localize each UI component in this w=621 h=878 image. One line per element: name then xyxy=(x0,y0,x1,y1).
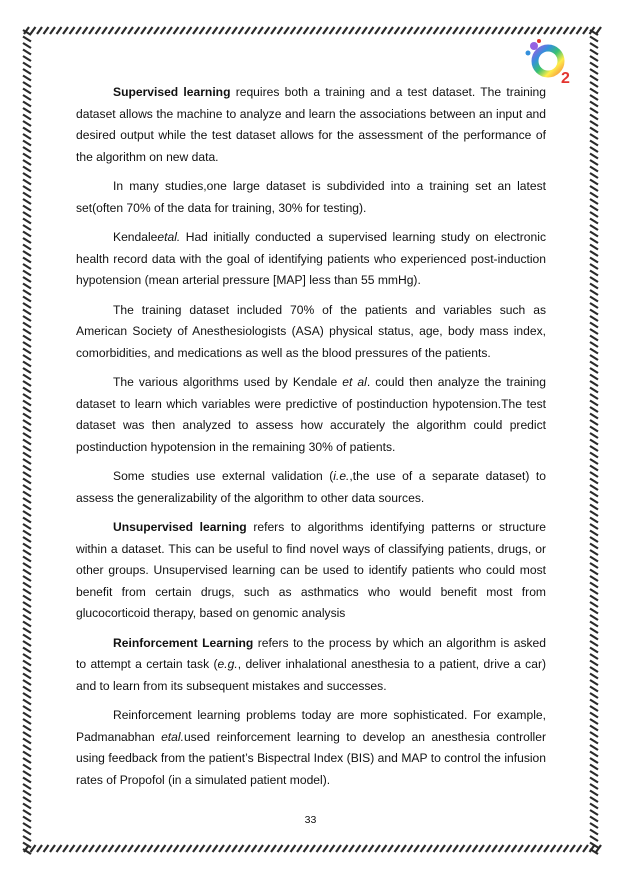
paragraph-text: Kendale xyxy=(113,230,158,244)
o2-logo-icon xyxy=(524,38,578,88)
paragraph-text: In many studies,one large dataset is subdivided into a training set an latest set(often 70% of the data for training, 30% for testing). xyxy=(76,179,546,215)
paragraph-text: used reinforcement learning to develop an anesthesia controller using feedback from the patient’s Bispectral Index (BIS) and MAP to control the infusion rates of Propofol (in a simulated patient model). xyxy=(76,729,546,787)
italic-text: etal. xyxy=(157,230,181,244)
paragraph-text: Reinforcement learning problems today are more sophisticated. For example, Padmanabhan xyxy=(76,708,546,744)
page-number: 33 xyxy=(304,814,317,826)
paragraph xyxy=(76,517,546,625)
term-heading: Reinforcement Learning xyxy=(113,635,254,650)
italic-text: i.e. xyxy=(333,469,350,483)
paragraph xyxy=(76,372,546,458)
paragraph xyxy=(76,633,546,698)
paragraph xyxy=(76,300,546,365)
paragraph xyxy=(76,705,546,791)
paragraph-text: Some studies use external validation ( xyxy=(113,469,334,483)
svg-text:2: 2 xyxy=(561,70,570,87)
term-heading: Unsupervised learning xyxy=(113,520,247,534)
paragraph-text: requires both a training and a test dataset. The training dataset allows the machine to analyze and learn the associations between an input and desired output while the test dataset allows for the assessment of the performance of the algorithm on new data. xyxy=(76,85,546,164)
paragraph-text: The training dataset included 70% of the patients and variables such as American Society of Anesthesiologists (ASA) physical status, age, body mass index, comorbidities, and medications as well as the blood pressures of the patients. xyxy=(76,302,546,360)
paragraph-text: , deliver inhalational anesthesia to a patient, drive a car) and to learn from its subsequent mistakes and successes. xyxy=(76,657,547,693)
document-body xyxy=(76,82,546,799)
italic-text: etal. xyxy=(161,729,184,744)
paragraph-text: refers to algorithms identifying patterns or structure within a dataset. This can be useful to find novel ways of classifying patients, drugs, or other groups. Unsupervised learning can be used to identify patients who could most benefit from certain drugs, such as asthmatics who would benefit most from glucocorticoid therapy, based on genomic analysis xyxy=(76,520,546,620)
paragraph xyxy=(76,466,546,509)
paragraph xyxy=(76,176,546,219)
italic-text: et al xyxy=(342,375,367,389)
italic-text: e.g. xyxy=(217,657,238,671)
paragraph xyxy=(76,82,546,168)
paragraph-text: The various algorithms used by Kendale xyxy=(113,375,343,389)
paragraph xyxy=(76,227,546,292)
paragraph-text: . could then analyze the training dataset to learn which variables were predictive of postinduction hypotension.The test dataset was then analyzed to assess how accurately the algorithm could predict postinduction hypotension in the remaining 30% of patients. xyxy=(76,375,547,454)
term-heading: Supervised learning xyxy=(113,85,231,99)
paragraph-text: Had initially conducted a supervised learning study on electronic health record data with the goal of identifying patients who experienced post-induction hypotension (mean arterial pressure [MAP] less than 55 mmHg). xyxy=(76,230,546,287)
paragraph-text: ,the use of a separate dataset) to assess the generalizability of the algorithm to other data sources. xyxy=(76,469,546,505)
paragraph-text: refers to the process by which an algorithm is asked to attempt a certain task ( xyxy=(76,635,546,671)
